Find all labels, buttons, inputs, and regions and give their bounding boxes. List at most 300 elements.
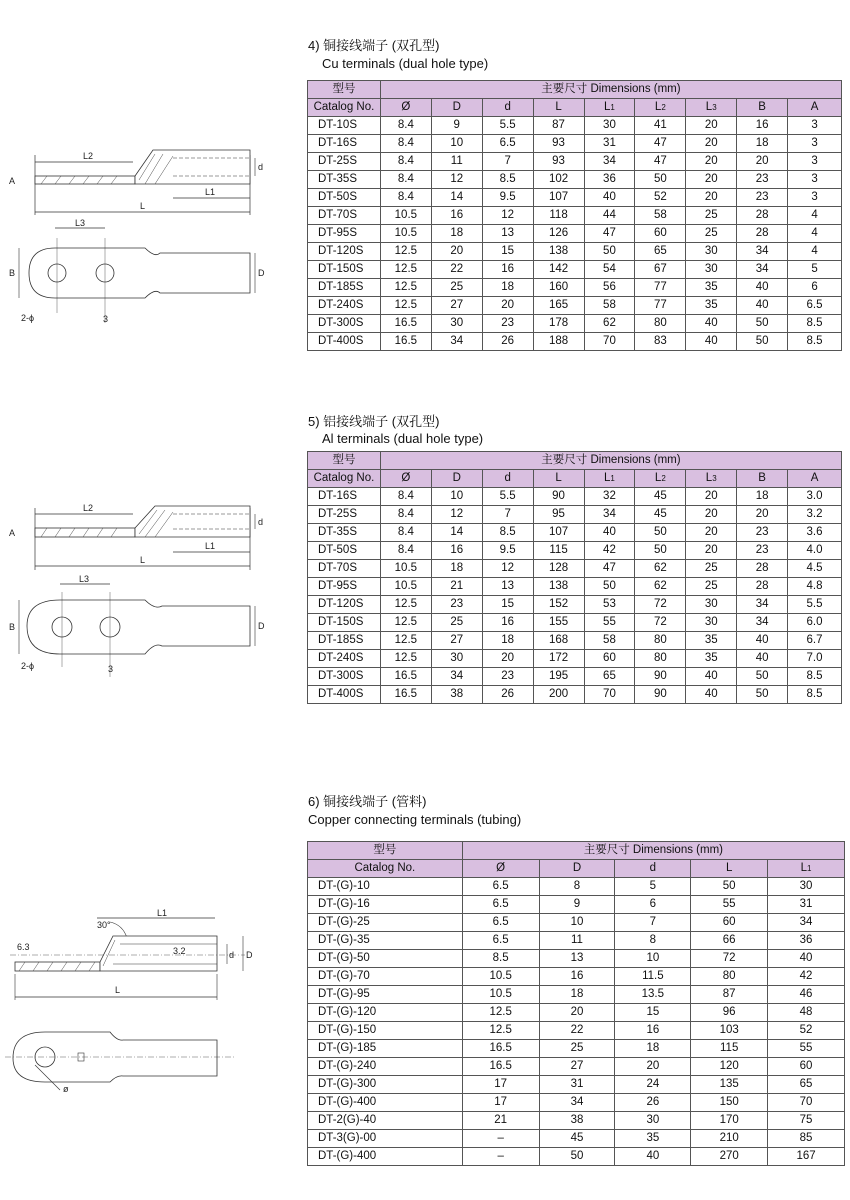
column-header-row (308, 99, 842, 117)
dimension-cell: 16.5 (380, 686, 431, 704)
dimension-cell: 25 (539, 1040, 615, 1058)
dimension-cell: 26 (482, 686, 533, 704)
dimension-cell: 8 (615, 932, 691, 950)
dimension-cell: 13 (482, 225, 533, 243)
table-row (308, 650, 842, 668)
dimension-cell: 13.5 (615, 986, 691, 1004)
model-header-en: Catalog No. (308, 470, 381, 488)
catalog-no-cell: DT-70S (308, 207, 381, 225)
dimension-cell: 18 (615, 1040, 691, 1058)
column-header: d (482, 470, 533, 488)
dimension-cell: 7.0 (788, 650, 842, 668)
dimension-cell: 17 (462, 1076, 539, 1094)
copper-tubing-side-view-drawing (5, 900, 285, 1010)
catalog-no-cell: DT-70S (308, 560, 381, 578)
catalog-no-cell: DT-120S (308, 596, 381, 614)
dimension-cell: 8.5 (788, 333, 842, 351)
dimension-cell: 20 (686, 171, 737, 189)
dimension-cell: 20 (686, 117, 737, 135)
dimension-cell: 50 (635, 542, 686, 560)
dimension-cell: 7 (482, 506, 533, 524)
dimension-cell: 6.7 (788, 632, 842, 650)
column-header: L (533, 470, 584, 488)
dimension-cell: 210 (691, 1130, 768, 1148)
table-row (308, 932, 845, 950)
dimension-cell: 95 (533, 506, 584, 524)
table-row (308, 171, 842, 189)
al-dual-hole-top-view-drawing (5, 572, 285, 682)
dimension-cell: 10 (431, 135, 482, 153)
dim-label-D: D (246, 950, 253, 960)
dimension-cell: 10 (539, 914, 615, 932)
dimension-cell: 24 (615, 1076, 691, 1094)
dimension-cell: 56 (584, 279, 635, 297)
dimension-cell: 16 (737, 117, 788, 135)
dimension-cell: 5.5 (482, 488, 533, 506)
dimension-cell: 3.2 (788, 506, 842, 524)
dim-label-L3: L3 (75, 218, 86, 228)
dimension-cell: 50 (635, 524, 686, 542)
dimension-cell: 170 (691, 1112, 768, 1130)
catalog-no-cell: DT-(G)-50 (308, 950, 463, 968)
dimension-cell: 22 (539, 1022, 615, 1040)
dimension-cell: 3 (788, 171, 842, 189)
dimension-cell: 6.5 (462, 932, 539, 950)
dimension-cell: 35 (686, 632, 737, 650)
catalog-no-cell: DT-2(G)-40 (308, 1112, 463, 1130)
table-row (308, 297, 842, 315)
dimension-cell: 35 (686, 279, 737, 297)
dimension-cell: 135 (691, 1076, 768, 1094)
table-row (308, 542, 842, 560)
dimension-cell: 25 (686, 225, 737, 243)
section-5-title-cn: 5) 铝接线端子 (双孔型) (308, 414, 440, 429)
dimension-cell: 12.5 (380, 279, 431, 297)
dimension-cell: 85 (768, 1130, 845, 1148)
dimension-cell: 55 (584, 614, 635, 632)
dimension-cell: 27 (431, 632, 482, 650)
dimension-cell: 178 (533, 315, 584, 333)
dimension-cell: 12.5 (380, 650, 431, 668)
dimension-cell: 10.5 (380, 207, 431, 225)
dimension-cell: 66 (691, 932, 768, 950)
table-row (308, 596, 842, 614)
dimension-cell: 16.5 (462, 1058, 539, 1076)
dimension-cell: 35 (686, 650, 737, 668)
dim-label-angle: 30° (97, 920, 111, 930)
catalog-no-cell: DT-240S (308, 297, 381, 315)
dimension-cell: 18 (539, 986, 615, 1004)
column-header: B (737, 470, 788, 488)
dimension-cell: 102 (533, 171, 584, 189)
table-row (308, 117, 842, 135)
table-row (308, 986, 845, 1004)
dimension-cell: 41 (635, 117, 686, 135)
dimension-cell: 83 (635, 333, 686, 351)
cu-dual-hole-top-view-drawing (5, 218, 285, 328)
dimension-cell: 16 (431, 207, 482, 225)
dim-label-three: 3 (103, 314, 109, 324)
dimension-cell: 34 (737, 596, 788, 614)
column-header: A (788, 470, 842, 488)
table-row (308, 560, 842, 578)
dimension-cell: 28 (737, 225, 788, 243)
column-header: L2 (635, 470, 686, 488)
dimension-cell: 52 (635, 189, 686, 207)
dimension-cell: 270 (691, 1148, 768, 1166)
dimension-cell: 34 (737, 243, 788, 261)
dimension-cell: 70 (584, 686, 635, 704)
dimension-cell: 42 (768, 968, 845, 986)
catalog-no-cell: DT-35S (308, 171, 381, 189)
dimension-cell: 40 (686, 686, 737, 704)
dimension-cell: 44 (584, 207, 635, 225)
catalog-no-cell: DT-120S (308, 243, 381, 261)
table-row (308, 950, 845, 968)
dimension-cell: 31 (539, 1076, 615, 1094)
catalog-no-cell: DT-400S (308, 686, 381, 704)
dimension-cell: 52 (768, 1022, 845, 1040)
dimension-cell: 138 (533, 578, 584, 596)
dimension-cell: 30 (686, 614, 737, 632)
column-header: L2 (635, 99, 686, 117)
column-header: L3 (686, 99, 737, 117)
dim-label-D: D (258, 621, 265, 631)
dimension-cell: 65 (635, 243, 686, 261)
dimension-cell: 20 (539, 1004, 615, 1022)
dim-label-L1: L1 (157, 908, 168, 918)
catalog-no-cell: DT-16S (308, 488, 381, 506)
catalog-no-cell: DT-300S (308, 315, 381, 333)
dimension-cell: 9 (431, 117, 482, 135)
dimension-cell: 47 (584, 225, 635, 243)
model-header-cn: 型号 (308, 452, 381, 470)
dimension-cell: 40 (686, 668, 737, 686)
column-header: B (737, 99, 788, 117)
column-header: D (539, 860, 615, 878)
dimension-cell: 21 (462, 1112, 539, 1130)
model-header-cn: 型号 (308, 842, 463, 860)
al-dual-hole-table (307, 451, 842, 704)
dimension-cell: 6.5 (462, 896, 539, 914)
dimension-cell: 16 (482, 261, 533, 279)
dimension-cell: 12.5 (380, 297, 431, 315)
section-4-title-cn: 4) 铜接线端子 (双孔型) (308, 38, 440, 53)
dimension-cell: 10.5 (380, 225, 431, 243)
dimension-cell: 34 (539, 1094, 615, 1112)
dimension-cell: 27 (431, 297, 482, 315)
dimension-cell: 20 (431, 243, 482, 261)
dimension-cell: 65 (584, 668, 635, 686)
table-row (308, 632, 842, 650)
catalog-no-cell: DT-(G)-10 (308, 878, 463, 896)
dimension-cell: 30 (615, 1112, 691, 1130)
catalog-no-cell: DT-(G)-95 (308, 986, 463, 1004)
dimension-cell: 4.5 (788, 560, 842, 578)
column-header: d (615, 860, 691, 878)
catalog-no-cell: DT-150S (308, 614, 381, 632)
model-header-en: Catalog No. (308, 99, 381, 117)
dimension-cell: 40 (737, 650, 788, 668)
dimension-cell: 40 (768, 950, 845, 968)
column-header: D (431, 470, 482, 488)
table-row (308, 578, 842, 596)
dimension-cell: 107 (533, 524, 584, 542)
copper-tubing-table (307, 841, 845, 1166)
dimension-cell: 28 (737, 578, 788, 596)
dimension-cell: 18 (737, 488, 788, 506)
dimension-cell: 38 (539, 1112, 615, 1130)
table-row (308, 333, 842, 351)
dimension-cell: 16 (539, 968, 615, 986)
dimension-cell: 16.5 (380, 333, 431, 351)
column-header: L1 (584, 470, 635, 488)
dimension-cell: 75 (768, 1112, 845, 1130)
dimension-cell: 23 (431, 596, 482, 614)
dimension-cell: 160 (533, 279, 584, 297)
dimension-cell: 34 (737, 614, 788, 632)
dimension-cell: 20 (737, 153, 788, 171)
dimension-cell: 11.5 (615, 968, 691, 986)
dimension-cell: 6.5 (462, 914, 539, 932)
dimension-cell: 47 (584, 560, 635, 578)
dimension-cell: 6 (615, 896, 691, 914)
dimension-cell: 50 (691, 878, 768, 896)
dimension-cell: 18 (431, 225, 482, 243)
column-header-row (308, 860, 845, 878)
dimension-cell: 126 (533, 225, 584, 243)
catalog-no-cell: DT-(G)-400 (308, 1148, 463, 1166)
dimension-cell: 25 (686, 207, 737, 225)
catalog-no-cell: DT-50S (308, 542, 381, 560)
dimension-cell: 3.6 (788, 524, 842, 542)
dimension-cell: 20 (686, 524, 737, 542)
dimension-cell: 12.5 (380, 632, 431, 650)
catalog-no-cell: DT-3(G)-00 (308, 1130, 463, 1148)
dimension-cell: 40 (737, 632, 788, 650)
table-row (308, 189, 842, 207)
dimension-cell: 8.4 (380, 135, 431, 153)
dimension-cell: 80 (691, 968, 768, 986)
dimension-cell: 36 (768, 932, 845, 950)
dimension-cell: 55 (768, 1040, 845, 1058)
table-row (308, 1076, 845, 1094)
dimension-cell: 23 (737, 189, 788, 207)
dimension-cell: 46 (768, 986, 845, 1004)
catalog-no-cell: DT-400S (308, 333, 381, 351)
dimension-cell: 7 (615, 914, 691, 932)
dimension-cell: 168 (533, 632, 584, 650)
catalog-no-cell: DT-35S (308, 524, 381, 542)
catalog-no-cell: DT-(G)-240 (308, 1058, 463, 1076)
dimension-cell: 18 (737, 135, 788, 153)
dimension-cell: 200 (533, 686, 584, 704)
dimension-cell: 90 (635, 668, 686, 686)
dimension-cell: 20 (686, 506, 737, 524)
catalog-no-cell: DT-10S (308, 117, 381, 135)
column-header: A (788, 99, 842, 117)
dimension-cell: 40 (584, 524, 635, 542)
dimension-cell: 3 (788, 189, 842, 207)
section-5-title-en: Al terminals (dual hole type) (322, 431, 484, 446)
dim-label-L: L (140, 555, 146, 565)
dimension-cell: 9 (539, 896, 615, 914)
dim-label-hole: 2-ϕ (21, 661, 35, 671)
column-header: D (431, 99, 482, 117)
dimension-cell: 12 (431, 506, 482, 524)
dimension-cell: 6.0 (788, 614, 842, 632)
dimension-cell: 10.5 (462, 986, 539, 1004)
table-row (308, 279, 842, 297)
dimension-cell: 4.0 (788, 542, 842, 560)
column-header: L1 (584, 99, 635, 117)
column-header: Ø (380, 99, 431, 117)
dimension-cell: 40 (584, 189, 635, 207)
dimension-cell: 3 (788, 135, 842, 153)
dimension-cell: 5 (615, 878, 691, 896)
dimension-cell: 11 (539, 932, 615, 950)
dimension-cell: 10.5 (380, 560, 431, 578)
table-row (308, 1094, 845, 1112)
dimension-cell: 47 (635, 135, 686, 153)
dimension-cell: 26 (482, 333, 533, 351)
column-header: L (691, 860, 768, 878)
catalog-no-cell: DT-25S (308, 506, 381, 524)
dimension-cell: 103 (691, 1022, 768, 1040)
dimension-cell: 47 (635, 153, 686, 171)
dimension-cell: 40 (686, 333, 737, 351)
dimension-cell: 25 (431, 614, 482, 632)
table-row (308, 1022, 845, 1040)
dimension-cell: 8.4 (380, 488, 431, 506)
dimensions-header: 主要尺寸 Dimensions (mm) (380, 81, 841, 99)
dimension-cell: 23 (737, 171, 788, 189)
dimension-cell: 27 (539, 1058, 615, 1076)
dimension-cell: 26 (615, 1094, 691, 1112)
dimension-cell: 28 (737, 207, 788, 225)
dimension-cell: 12.5 (380, 243, 431, 261)
dimension-cell: 38 (431, 686, 482, 704)
dimension-cell: 32 (584, 488, 635, 506)
dimension-cell: 20 (482, 297, 533, 315)
dimension-cell: 8.4 (380, 542, 431, 560)
dimension-cell: 30 (431, 650, 482, 668)
dimension-cell: 107 (533, 189, 584, 207)
dimension-cell: 9.5 (482, 542, 533, 560)
dimension-cell: 150 (691, 1094, 768, 1112)
dimension-cell: 8.4 (380, 524, 431, 542)
dimension-cell: 23 (482, 315, 533, 333)
dimension-cell: 54 (584, 261, 635, 279)
dim-label-r2: 3.2 (173, 946, 186, 956)
dimension-cell: 72 (635, 614, 686, 632)
dimension-cell: 60 (635, 225, 686, 243)
dimension-cell: 8 (539, 878, 615, 896)
dimension-cell: 6 (788, 279, 842, 297)
dimension-cell: 67 (635, 261, 686, 279)
dim-label-L1: L1 (205, 187, 216, 197)
dimension-cell: 7 (482, 153, 533, 171)
catalog-no-cell: DT-(G)-16 (308, 896, 463, 914)
dimension-cell: 34 (431, 668, 482, 686)
dimension-cell: 5.5 (788, 596, 842, 614)
dimension-cell: 45 (539, 1130, 615, 1148)
dimension-cell: 23 (737, 542, 788, 560)
dimension-cell: 50 (737, 686, 788, 704)
catalog-no-cell: DT-95S (308, 225, 381, 243)
table-row (308, 207, 842, 225)
dimension-cell: 25 (431, 279, 482, 297)
dimension-cell: 72 (691, 950, 768, 968)
dimension-cell: 60 (584, 650, 635, 668)
dimension-cell: 6.5 (462, 878, 539, 896)
table-row (308, 686, 842, 704)
dimension-cell: 50 (635, 171, 686, 189)
table-row (308, 968, 845, 986)
column-header: L1 (768, 860, 845, 878)
dimension-cell: 11 (431, 153, 482, 171)
dimension-cell: 16 (431, 542, 482, 560)
dimension-cell: 50 (737, 333, 788, 351)
dimension-cell: 4 (788, 207, 842, 225)
dimension-cell: 20 (482, 650, 533, 668)
dimension-cell: 12.5 (462, 1022, 539, 1040)
dimension-cell: 172 (533, 650, 584, 668)
dimension-cell: 115 (533, 542, 584, 560)
model-header-en: Catalog No. (308, 860, 463, 878)
dimension-cell: 8.5 (462, 950, 539, 968)
dimension-cell: 58 (584, 632, 635, 650)
catalog-no-cell: DT-(G)-70 (308, 968, 463, 986)
dimension-cell: 80 (635, 315, 686, 333)
dimension-cell: 195 (533, 668, 584, 686)
dimension-cell: 87 (691, 986, 768, 1004)
dimension-cell: 25 (686, 578, 737, 596)
dimension-cell: 16.5 (462, 1040, 539, 1058)
dimension-cell: 93 (533, 135, 584, 153)
dimension-cell: 23 (482, 668, 533, 686)
dimension-cell: 8.4 (380, 189, 431, 207)
section-6-title-cn: 6) 铜接线端子 (管料) (308, 794, 427, 809)
catalog-no-cell: DT-(G)-35 (308, 932, 463, 950)
dimension-cell: 167 (768, 1148, 845, 1166)
dimension-cell: 50 (584, 578, 635, 596)
dimension-cell: 30 (768, 878, 845, 896)
table-row (308, 1040, 845, 1058)
dimension-cell: 20 (686, 135, 737, 153)
dimension-cell: 90 (533, 488, 584, 506)
dimension-cell: 10 (615, 950, 691, 968)
table-row (308, 1130, 845, 1148)
dimension-cell: 60 (691, 914, 768, 932)
dimension-cell: 40 (737, 297, 788, 315)
table-row (308, 243, 842, 261)
catalog-no-cell: DT-300S (308, 668, 381, 686)
dimension-cell: 30 (686, 243, 737, 261)
dimension-cell: 22 (431, 261, 482, 279)
dimension-cell: 42 (584, 542, 635, 560)
dimension-cell: 80 (635, 650, 686, 668)
dimension-cell: 36 (584, 171, 635, 189)
dimension-cell: 188 (533, 333, 584, 351)
dim-label-d: d (258, 162, 264, 172)
dimension-cell: 16.5 (380, 315, 431, 333)
dimension-cell: 55 (691, 896, 768, 914)
dimensions-header: 主要尺寸 Dimensions (mm) (380, 452, 841, 470)
dimension-cell: 50 (737, 668, 788, 686)
dimension-cell: 138 (533, 243, 584, 261)
dim-label-L3: L3 (79, 574, 90, 584)
